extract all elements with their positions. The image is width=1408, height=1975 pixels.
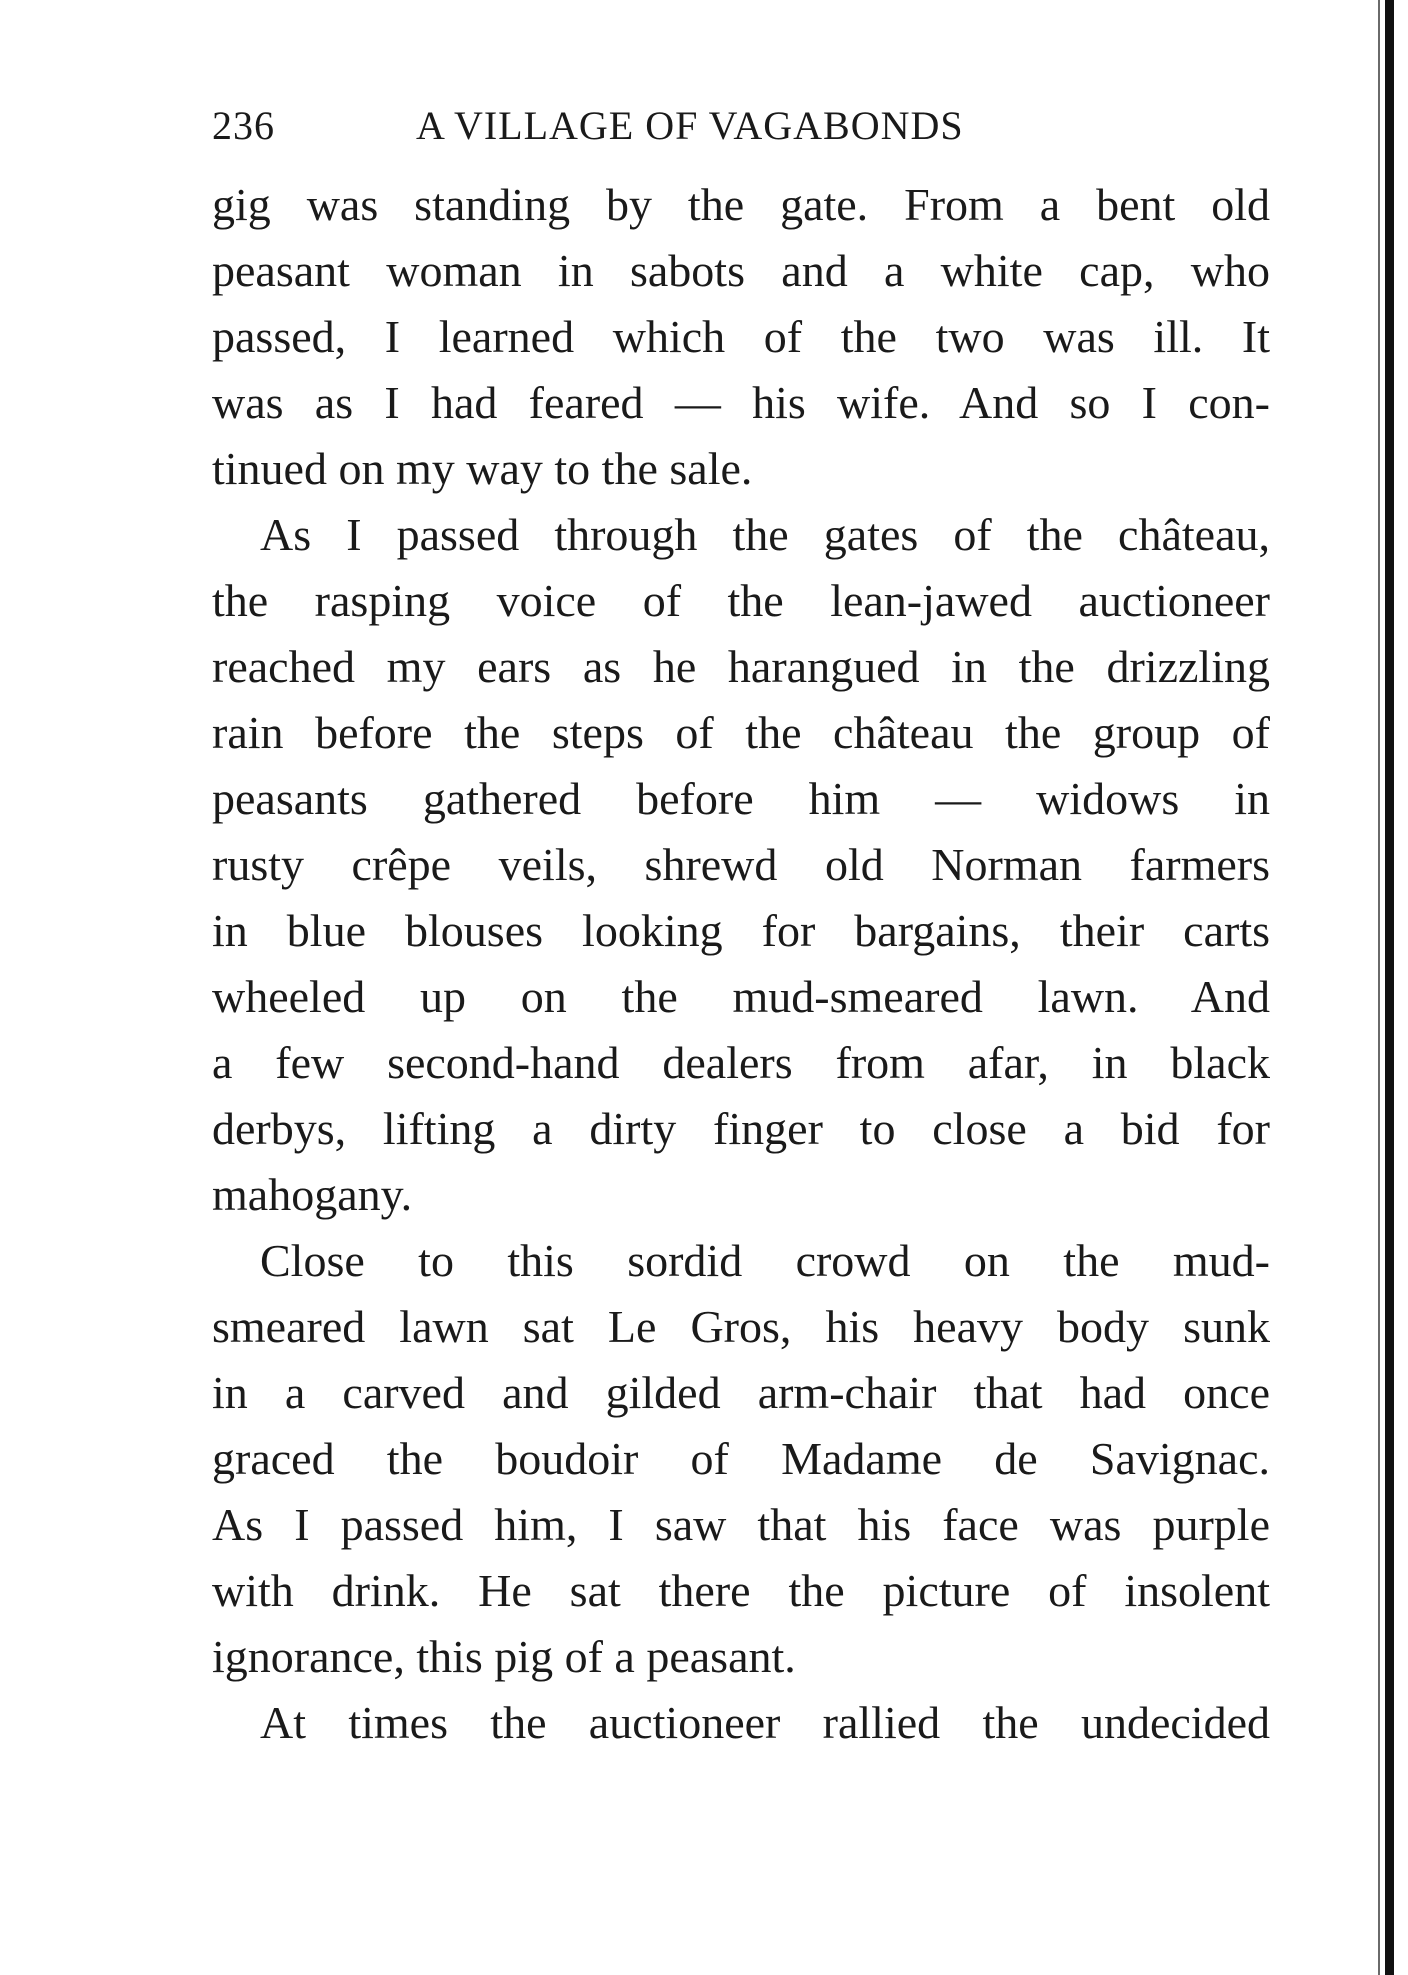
- text-line: wheeled up on the mud-smeared lawn. And: [212, 971, 1270, 1022]
- text-line: was as I had feared — his wife. And so I con-: [212, 377, 1270, 428]
- paragraph-2: [212, 502, 1270, 1228]
- paragraph-3: [212, 1228, 1270, 1690]
- text-line: ignorance, this pig of a peasant.: [212, 1631, 796, 1682]
- text-line: in blue blouses looking for bargains, their carts: [212, 905, 1270, 956]
- text-line: in a carved and gilded arm-chair that had once: [212, 1367, 1270, 1418]
- text-line: At times the auctioneer rallied the undecided: [260, 1697, 1270, 1748]
- text-line: graced the boudoir of Madame de Savignac.: [212, 1433, 1270, 1484]
- text-line: smeared lawn sat Le Gros, his heavy body sunk: [212, 1301, 1270, 1352]
- running-title: A VILLAGE OF VAGABONDS: [416, 103, 964, 148]
- text-line: passed, I learned which of the two was ill. It: [212, 311, 1270, 362]
- text-line: with drink. He sat there the picture of insolent: [212, 1565, 1270, 1616]
- text-line: peasants gathered before him — widows in: [212, 773, 1270, 824]
- text-line: peasant woman in sabots and a white cap, who: [212, 245, 1270, 296]
- text-line: derbys, lifting a dirty finger to close a bid for: [212, 1103, 1270, 1154]
- binding-shadow-line: [1378, 0, 1380, 1975]
- text-line: tinued on my way to the sale.: [212, 443, 753, 494]
- text-line: a few second-hand dealers from afar, in black: [212, 1037, 1270, 1088]
- paragraph-1: [212, 172, 1270, 502]
- paragraph-4: [212, 1690, 1270, 1756]
- text-line: gig was standing by the gate. From a bent old: [212, 179, 1270, 230]
- text-line: the rasping voice of the lean-jawed auctioneer: [212, 575, 1270, 626]
- text-line: reached my ears as he harangued in the drizzling: [212, 641, 1270, 692]
- binding-edge: [1385, 0, 1394, 1975]
- text-line: mahogany.: [212, 1169, 413, 1220]
- text-line: Close to this sordid crowd on the mud-: [260, 1235, 1270, 1286]
- page-number: 236: [212, 103, 275, 148]
- running-head: [212, 98, 1092, 154]
- text-line: As I passed through the gates of the château,: [260, 509, 1270, 560]
- text-line: As I passed him, I saw that his face was purple: [212, 1499, 1270, 1550]
- body-text: [212, 172, 1270, 1756]
- text-line: rusty crêpe veils, shrewd old Norman farmers: [212, 839, 1270, 890]
- text-line: rain before the steps of the château the group of: [212, 707, 1270, 758]
